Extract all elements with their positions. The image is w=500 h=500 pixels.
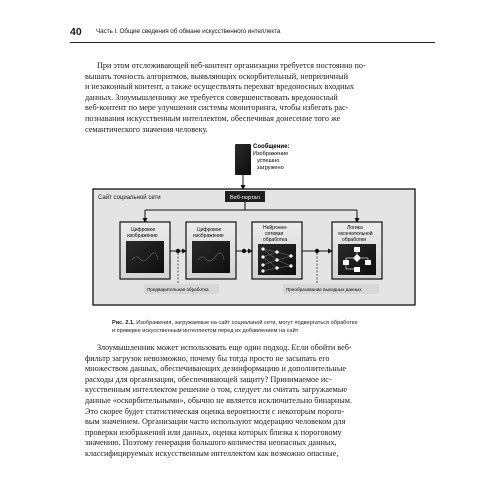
- paragraph-main: [85, 343, 421, 460]
- text-line: вышать точность алгоритмов, выявляющих оскорбительный, неприличный: [85, 71, 348, 81]
- text-line: семантического значения человеку.: [85, 124, 208, 134]
- box-label: обработки: [342, 237, 367, 243]
- box-label: обработка: [263, 237, 288, 243]
- box-label: Логика: [347, 225, 363, 231]
- text-line: вым значением. Организации часто используют модерацию человеком для: [85, 417, 346, 427]
- preprocess-label: Предварительная обработка: [147, 287, 209, 292]
- text-line: данных. Злоумышленнику же требуется совершенствовать вредоносный: [85, 92, 338, 102]
- message-line: успешно: [257, 158, 280, 164]
- text-line: познавания искусственным интеллектом, обеспечивая донесение того же: [85, 113, 341, 123]
- caption-prefix: Рис. 2.1.: [112, 320, 135, 326]
- page-header: [70, 26, 435, 43]
- box-digital-image-2: [186, 222, 236, 279]
- text-line: и незаконный контент, а также осуществлять перехват вредоносных входных: [85, 82, 355, 92]
- text-line: фильтр загрузок невозможно, почему бы тогда просто не засыпать его: [85, 353, 330, 363]
- box-label: окончательной: [338, 231, 373, 237]
- text-line: классифицируемых искусственным интеллектом как возможно опасные,: [85, 448, 339, 458]
- message-line: Изображение: [253, 151, 289, 157]
- paragraph-intro: [85, 61, 421, 135]
- text-line: Злоумышленник может использовать еще один подход. Если обойти веб-: [97, 343, 352, 352]
- postprocess-label: Преобразование выходных данных: [286, 287, 362, 292]
- figure-2-1: [85, 136, 421, 311]
- box-label: изображение: [193, 233, 224, 239]
- site-label: Сайт социальной сети: [98, 195, 161, 201]
- box-label: сетевая: [265, 231, 284, 237]
- caption-line: и проверке искусственным интеллектом перед их добавлением на сайт: [112, 327, 299, 334]
- figure-diagram: [85, 136, 421, 311]
- text-line: При этом отслеживающей веб-контент организации требуется постоянно по-: [97, 61, 366, 70]
- running-title: Часть I. Общие сведения об обмане искусственного интеллекта: [96, 28, 281, 35]
- box-label: Цифровое: [197, 227, 222, 233]
- message-screen: [235, 143, 289, 189]
- text-line: множеством данных, обеспечивающих дезинформацию и дополнительные: [85, 364, 346, 374]
- box-label: Нейронно-: [263, 225, 288, 231]
- figure-caption: [112, 320, 412, 335]
- text-line: данные «оскорбительными», обычно не является исключительно бинарным.: [85, 395, 353, 405]
- text-line: значению. Поэтому генерация большого количества неопасных данных,: [85, 438, 337, 448]
- page-number: 40: [70, 26, 82, 38]
- text-line: Это скорее будет статистическая оценка вероятности с некоторым порого-: [85, 406, 345, 416]
- box-digital-image-1: [120, 222, 170, 279]
- message-line: загружено: [257, 165, 284, 171]
- portal-label: Веб-портал: [230, 195, 260, 201]
- caption-line: Изображения, загружаемые на сайт социальной сети, могут подвергаться обработке: [134, 320, 358, 326]
- message-label: Сообщение:: [253, 144, 290, 150]
- box-neural-processing: [252, 222, 302, 279]
- box-final-logic: [332, 222, 382, 279]
- box-label: Цифровое: [131, 227, 156, 233]
- box-label: изображение: [127, 233, 158, 239]
- text-line: расходы для организации, обеспечивающей защиту? Принимаемое ис-: [85, 374, 332, 384]
- text-line: веб-контент по мере улучшения системы мониторинга, чтобы избегать рас-: [85, 103, 349, 113]
- text-line: проверки изображений или данных, оценка которых близка к пороговому: [85, 427, 342, 437]
- text-line: кусственным интеллектом решение о том, следует ли считать загружаемые: [85, 385, 348, 395]
